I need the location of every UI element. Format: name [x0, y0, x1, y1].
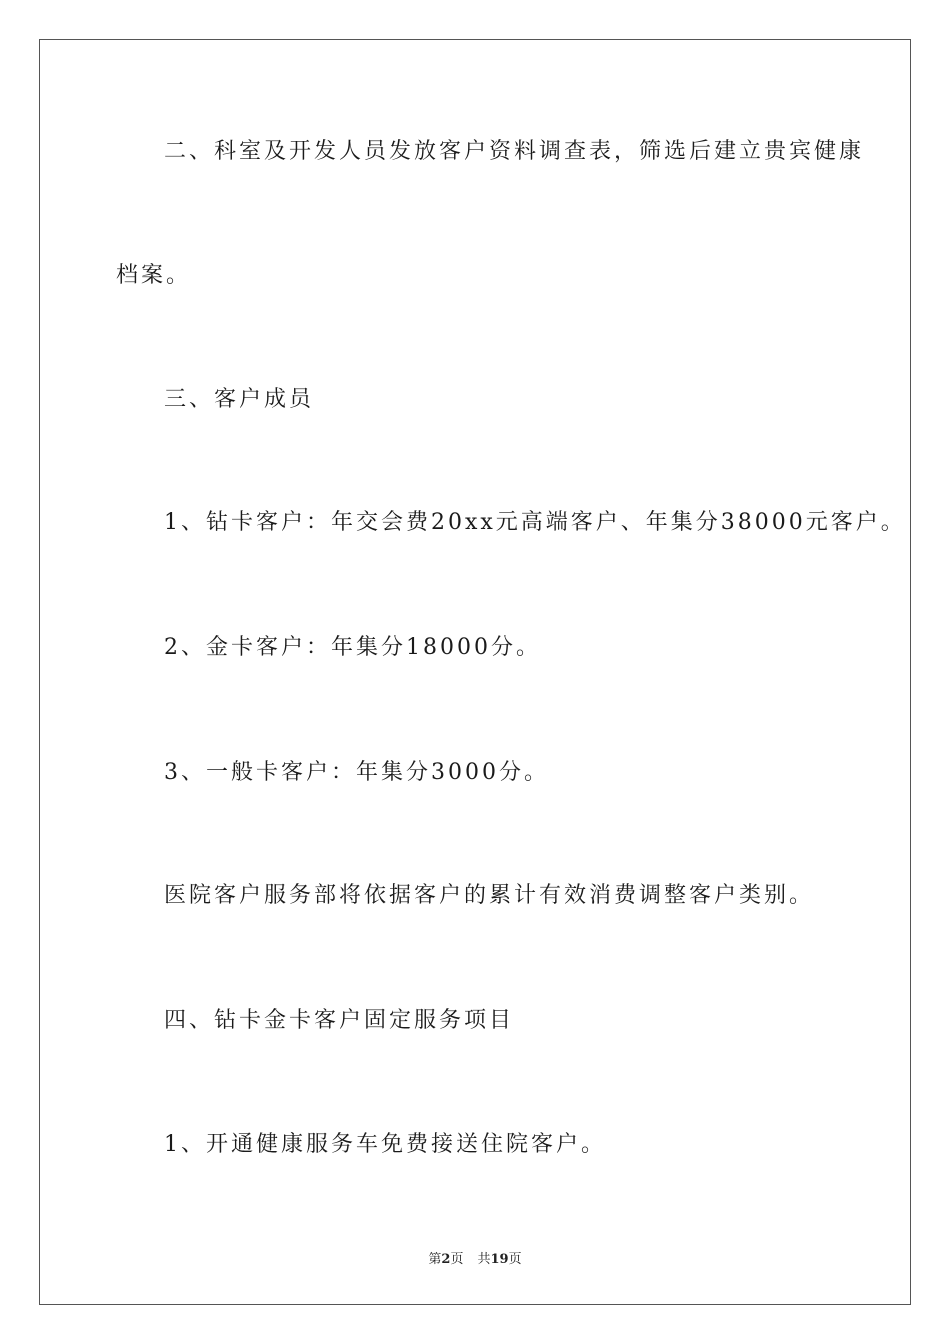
paragraph-section-two: 二、科室及开发人员发放客户资料调查表，筛选后建立贵宾健康 — [164, 139, 865, 164]
paragraph-adjustment-note: 医院客户服务部将依据客户的累计有效消费调整客户类别。 — [164, 883, 815, 908]
total-suffix: 页 — [508, 1252, 522, 1267]
page-border — [39, 39, 911, 1305]
paragraph-general-card: 3、一般卡客户：年集分3000分。 — [164, 760, 549, 785]
page-suffix: 页 — [450, 1252, 464, 1267]
current-page-number: 2 — [441, 1252, 451, 1267]
total-prefix: 共 — [477, 1252, 491, 1267]
page-prefix: 第 — [428, 1252, 442, 1267]
heading-section-four: 四、钻卡金卡客户固定服务项目 — [164, 1008, 515, 1033]
paragraph-diamond-card: 1、钻卡客户：年交会费20xx元高端客户、年集分38000元客户。 — [164, 510, 906, 535]
total-page-number: 19 — [490, 1252, 509, 1267]
heading-section-three: 三、客户成员 — [164, 387, 315, 412]
paragraph-section-two-continued: 档案。 — [116, 263, 192, 288]
paragraph-shuttle-service: 1、开通健康服务车免费接送住院客户。 — [164, 1132, 606, 1157]
page-footer — [0, 1248, 950, 1267]
paragraph-gold-card: 2、金卡客户：年集分18000分。 — [164, 635, 541, 660]
